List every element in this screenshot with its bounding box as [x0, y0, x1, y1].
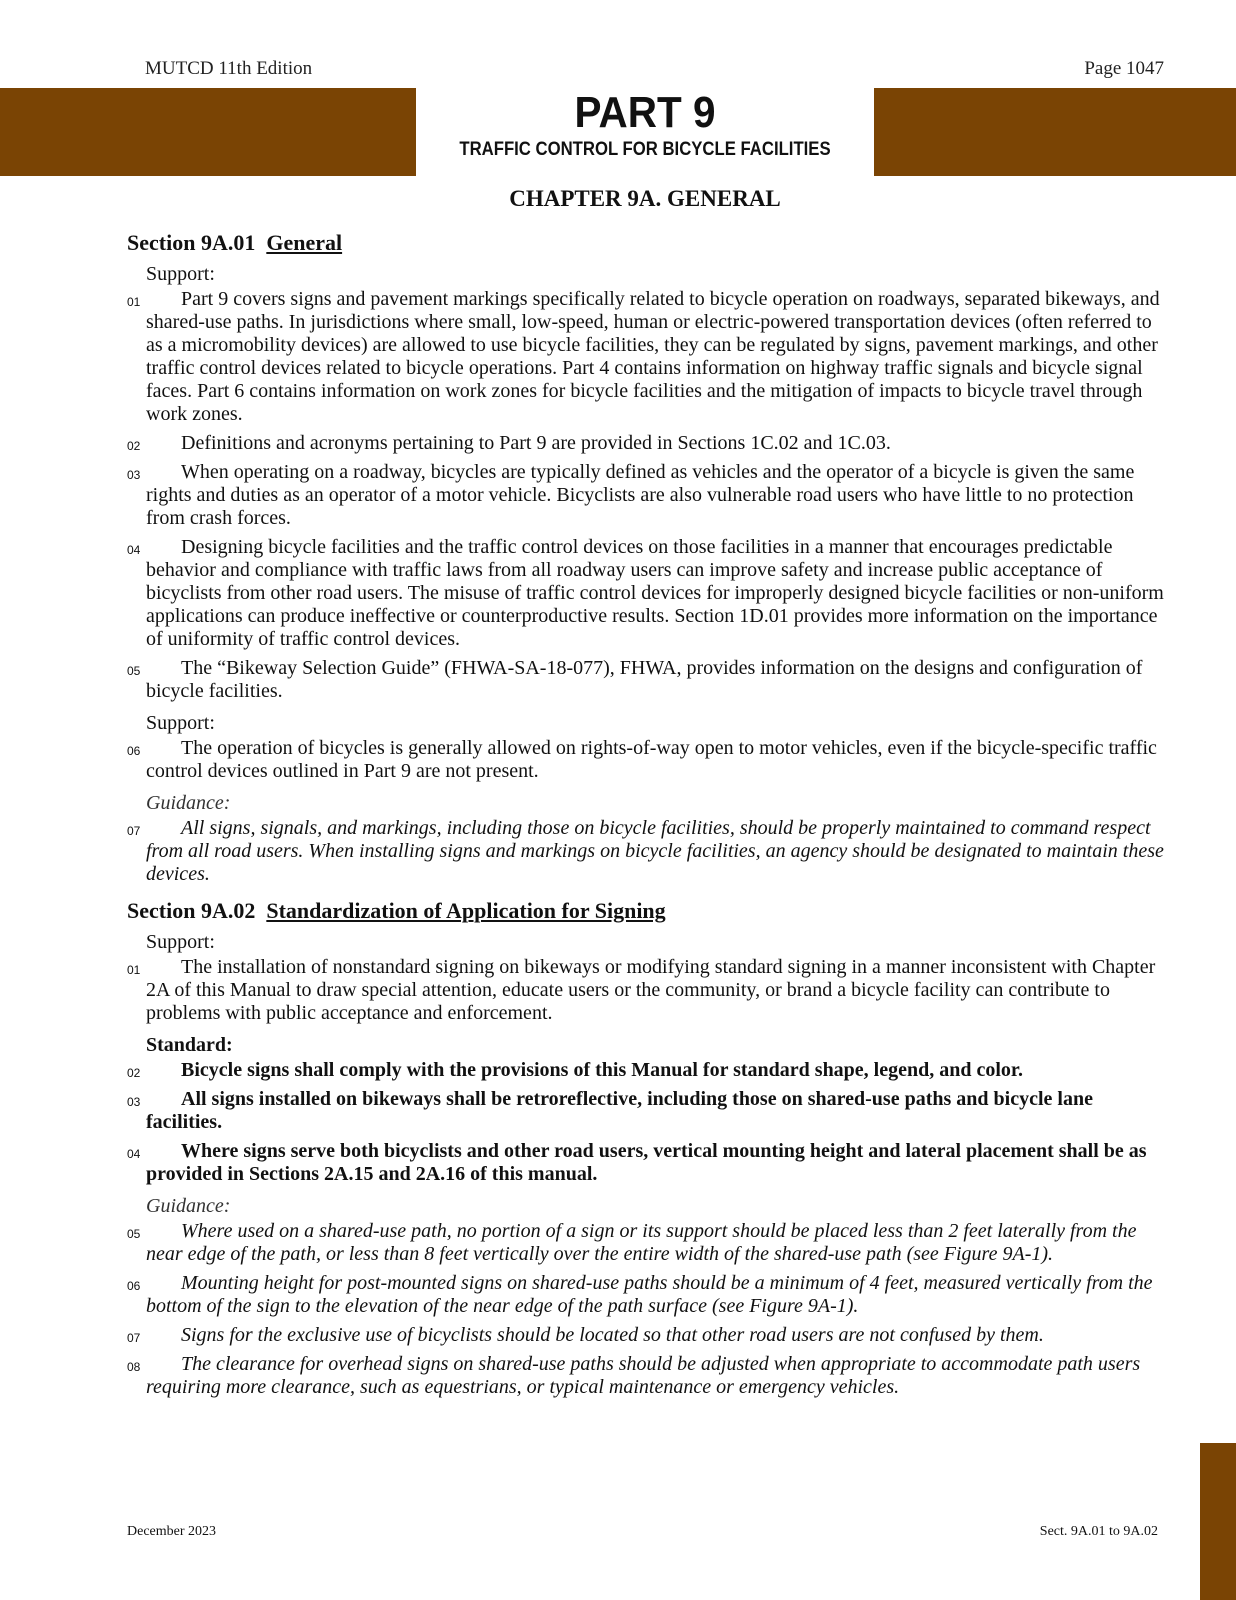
- paragraph: [127, 1088, 1167, 1140]
- paragraph: [127, 956, 1167, 1031]
- paragraph-number: 01: [127, 963, 141, 977]
- paragraph-number: 05: [127, 1227, 141, 1241]
- part-subtitle: TRAFFIC CONTROL FOR BICYCLE FACILITIES: [459, 139, 831, 160]
- paragraph-number: 04: [127, 1147, 141, 1161]
- paragraph-text: When operating on a roadway, bicycles are typically defined as vehicles and the operator of a bicycle is given the same rights and duties as an operator of a motor vehicle. Bicyclists are also vulnerable road users who have little to no protection from crash forces.: [146, 461, 1135, 529]
- paragraph: [127, 817, 1167, 892]
- footer-section-range: Sect. 9A.01 to 9A.02: [1039, 1524, 1158, 1539]
- paragraph: [127, 288, 1167, 432]
- paragraph: [127, 1140, 1167, 1192]
- paragraph-text: Part 9 covers signs and pavement markings specifically related to bicycle operation on roadways, separated bikeways, and shared-use paths. In jurisdictions where small, low-speed, human or electric-powered transportation devices (often referred to as a micromobility devices) are allowed to use bicycle facilities, they can be regulated by signs, pavement markings, and other traffic control devices related to bicycle operations. Part 4 contains information on highway traffic signals and bicycle signal faces. Part 6 contains information on work zones for bicycle facilities and the mitigation of impacts to bicycle travel through work zones.: [146, 288, 1160, 425]
- paragraph: [127, 461, 1167, 536]
- part-title-block: [416, 88, 874, 162]
- paragraph-number: 03: [127, 468, 141, 482]
- paragraph-number: 03: [127, 1095, 141, 1109]
- footer-date: December 2023: [127, 1524, 217, 1539]
- section-name: Standardization of Application for Signing: [266, 898, 666, 923]
- paragraph: [127, 737, 1167, 789]
- paragraph-number: 06: [127, 1279, 141, 1293]
- paragraph: [127, 1324, 1167, 1353]
- paragraph-text: Bicycle signs shall comply with the provisions of this Manual for standard shape, legend, and color.: [181, 1059, 1023, 1081]
- header-band-right: [874, 88, 1236, 176]
- chapter-title: CHAPTER 9A. GENERAL: [509, 186, 781, 211]
- paragraph-number: 07: [127, 824, 141, 838]
- paragraph: [127, 657, 1167, 709]
- support-label: Support:: [146, 931, 215, 953]
- paragraph-text: The clearance for overhead signs on shared-use paths should be adjusted when appropriate to accommodate path users requiring more clearance, such as equestrians, or typical maintenance or emergency vehicles.: [146, 1353, 1141, 1398]
- paragraph-number: 01: [127, 295, 141, 309]
- edge-tab: [1200, 1443, 1236, 1600]
- paragraph-number: 04: [127, 543, 141, 557]
- paragraph-number: 02: [127, 1066, 141, 1080]
- paragraph: [127, 1272, 1167, 1324]
- paragraph-text: Where signs serve both bicyclists and other road users, vertical mounting height and lateral placement shall be as provided in Sections 2A.15 and 2A.16 of this manual.: [146, 1140, 1147, 1185]
- section-heading: [127, 228, 1167, 258]
- page-body: [127, 228, 1167, 1405]
- section-name: General: [266, 230, 343, 255]
- paragraph: [127, 432, 1167, 461]
- paragraph-text: All signs installed on bikeways shall be retroreflective, including those on shared-use paths and bicycle lane facilities.: [146, 1088, 1093, 1133]
- guidance-label: Guidance:: [146, 1195, 231, 1217]
- paragraph-number: 07: [127, 1331, 141, 1345]
- guidance-label: Guidance:: [146, 792, 231, 814]
- paragraph-text: Mounting height for post-mounted signs on shared-use paths should be a minimum of 4 feet, measured vertically from the bottom of the sign to the elevation of the near edge of the path surface (see Figure 9A-1).: [146, 1272, 1153, 1317]
- paragraph-number: 08: [127, 1360, 141, 1374]
- paragraph: [127, 1059, 1167, 1088]
- paragraph-text: The operation of bicycles is generally allowed on rights-of-way open to motor vehicles, even if the bicycle-specific traffic control devices outlined in Part 9 are not present.: [146, 737, 1157, 782]
- paragraph: [127, 1220, 1167, 1272]
- paragraph-text: Definitions and acronyms pertaining to Part 9 are provided in Sections 1C.02 and 1C.03.: [181, 432, 891, 454]
- running-header-edition: MUTCD 11th Edition: [145, 58, 313, 79]
- paragraph-text: Where used on a shared-use path, no portion of a sign or its support should be placed less than 2 feet laterally from the near edge of the path, or less than 8 feet vertically over the entire width of the shared-use path (see Figure 9A-1).: [146, 1220, 1137, 1265]
- support-label: Support:: [146, 712, 215, 734]
- part-number: PART 9: [574, 88, 716, 137]
- section-number: Section 9A.02: [127, 898, 256, 923]
- paragraph-text: All signs, signals, and markings, including those on bicycle facilities, should be properly maintained to command respect from all road users. When installing signs and markings on bicycle facilities, an agency should be designated to maintain these devices.: [146, 817, 1164, 885]
- paragraph-text: Signs for the exclusive use of bicyclists should be located so that other road users are not confused by them.: [181, 1324, 1044, 1346]
- paragraph: [127, 1353, 1167, 1405]
- support-label: Support:: [146, 263, 215, 285]
- paragraph-text: The “Bikeway Selection Guide” (FHWA-SA-18-077), FHWA, provides information on the designs and configuration of bicycle facilities.: [146, 657, 1143, 702]
- section-number: Section 9A.01: [127, 230, 256, 255]
- header-band-left: [0, 88, 416, 176]
- running-header-page-number: Page 1047: [1084, 58, 1164, 79]
- paragraph: [127, 536, 1167, 657]
- paragraph-text: Designing bicycle facilities and the traffic control devices on those facilities in a manner that encourages predictable behavior and compliance with traffic laws from all roadway users can improve safety and increase public acceptance of bicyclists from other road users. The misuse of traffic control devices for improperly designed bicycle facilities or non-uniform applications can produce ineffective or counterproductive results. Section 1D.01 provides more information on the importance of uniformity of traffic control devices.: [146, 536, 1164, 650]
- section-heading: [127, 896, 1167, 926]
- paragraph-number: 02: [127, 439, 141, 453]
- paragraph-text: The installation of nonstandard signing on bikeways or modifying standard signing in a manner inconsistent with Chapter 2A of this Manual to draw special attention, educate users or the community, or brand a bicycle facility can contribute to problems with public acceptance and enforcement.: [146, 956, 1156, 1024]
- standard-label: Standard:: [146, 1034, 233, 1056]
- paragraph-number: 06: [127, 744, 141, 758]
- paragraph-number: 05: [127, 664, 141, 678]
